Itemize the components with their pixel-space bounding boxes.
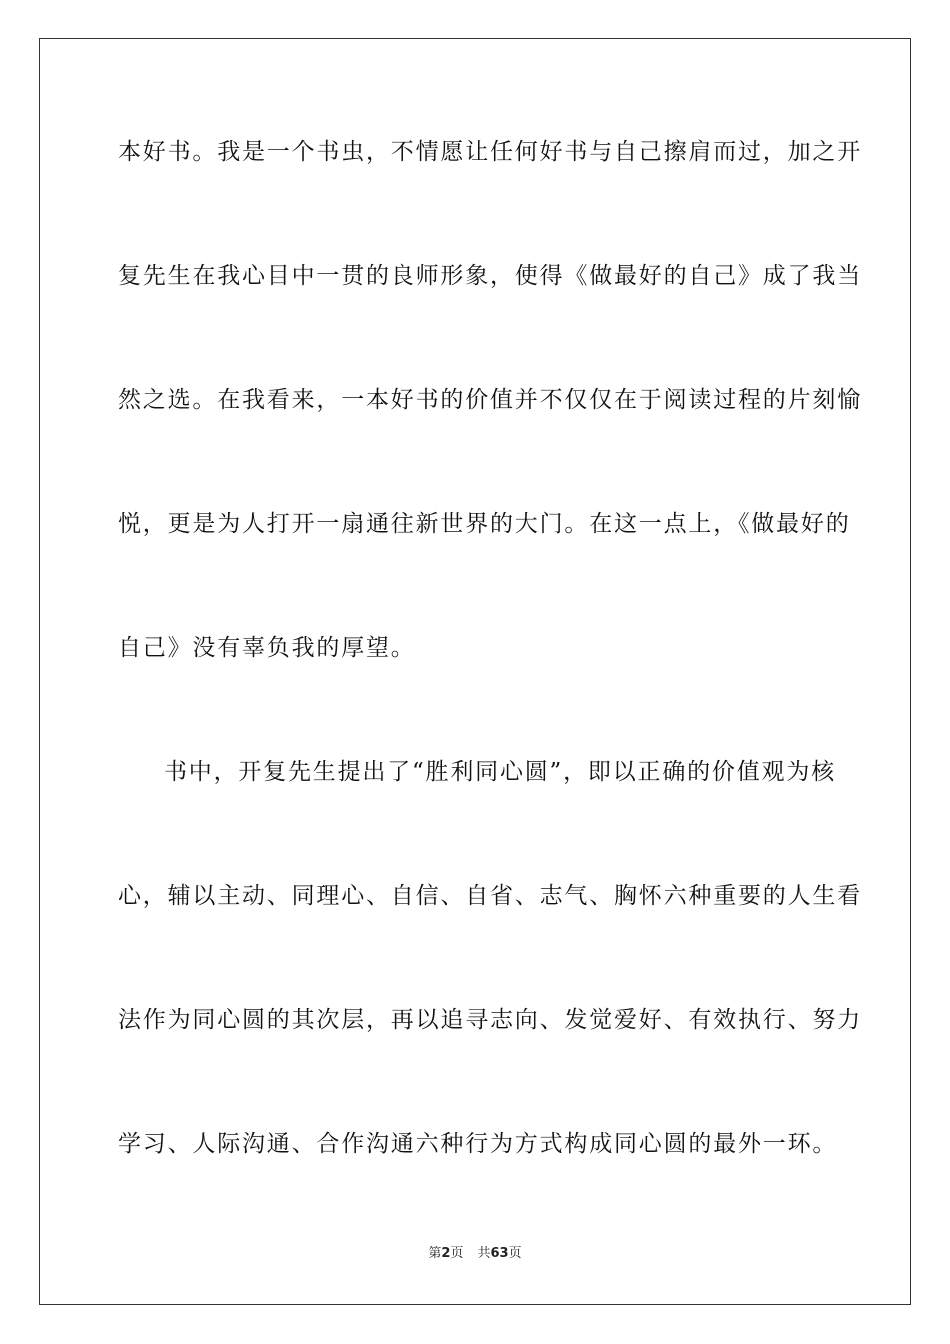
paragraph-line-3: 然之选。在我看来，一本好书的价值并不仅仅在于阅读过程的片刻愉 — [118, 387, 862, 413]
paragraph-line-5: 自己》没有辜负我的厚望。 — [118, 635, 416, 661]
paragraph-line-2: 复先生在我心目中一贯的良师形象，使得《做最好的自己》成了我当 — [118, 263, 862, 289]
total-prefix: 共 — [477, 1246, 491, 1261]
paragraph-line-6: 书中，开复先生提出了“胜利同心圆”，即以正确的价值观为核 — [164, 759, 836, 785]
paragraph-line-9: 学习、人际沟通、合作沟通六种行为方式构成同心圆的最外一环。 — [118, 1131, 838, 1157]
paragraph-line-1: 本好书。我是一个书虫，不情愿让任何好书与自己擦肩而过，加之开 — [118, 139, 862, 165]
total-suffix: 页 — [508, 1246, 522, 1261]
page-prefix: 第 — [428, 1246, 442, 1261]
total-pages: 63 — [490, 1246, 509, 1261]
page-footer — [0, 1245, 950, 1263]
paragraph-line-8: 法作为同心圆的其次层，再以追寻志向、发觉爱好、有效执行、努力 — [118, 1007, 862, 1033]
paragraph-line-7: 心，辅以主动、同理心、自信、自省、志气、胸怀六种重要的人生看 — [118, 883, 862, 909]
page-border — [39, 38, 911, 1305]
paragraph-line-4: 悦，更是为人打开一扇通往新世界的大门。在这一点上，《做最好的 — [118, 511, 851, 537]
page-suffix: 页 — [450, 1246, 464, 1261]
page-number: 2 — [441, 1246, 451, 1261]
